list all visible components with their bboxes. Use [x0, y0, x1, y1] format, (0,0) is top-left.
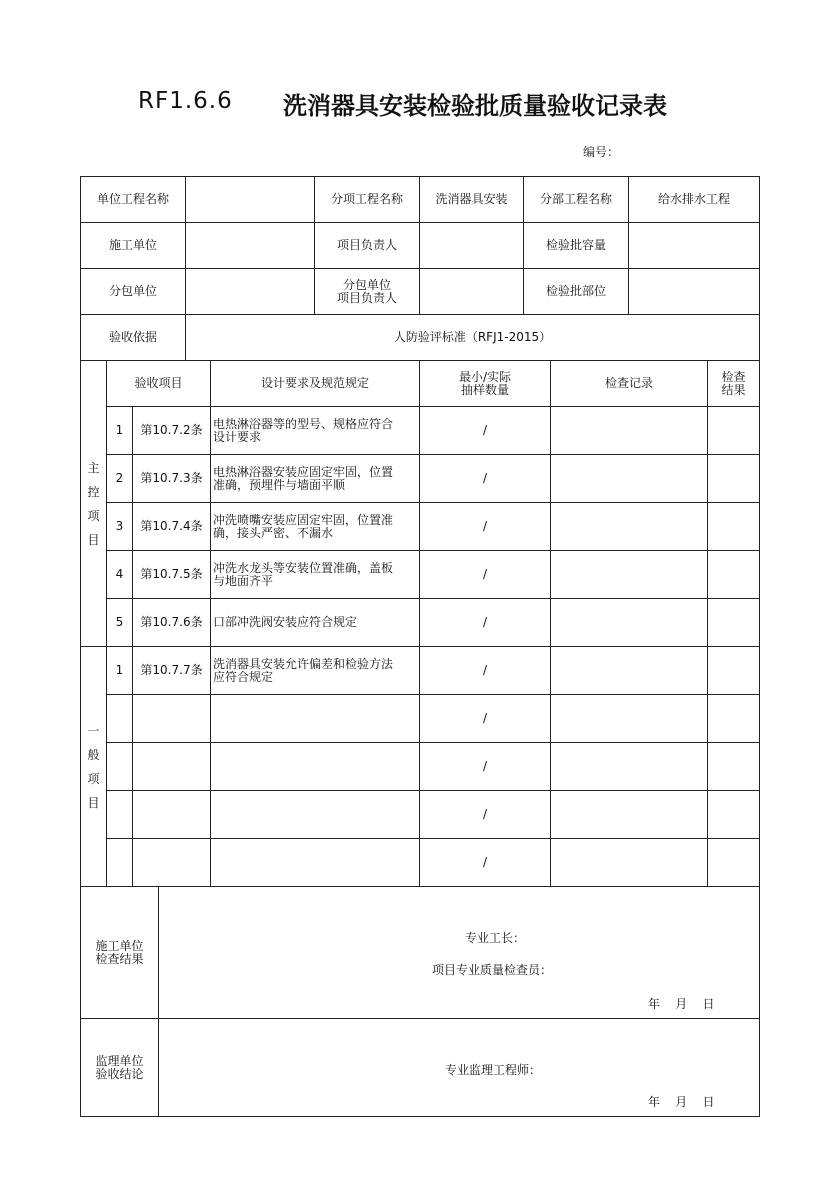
unit-project-label: 单位工程名称: [80, 176, 186, 223]
project-manager-value-field[interactable]: [419, 222, 524, 269]
quality-inspector-signature-label: 项目专业质量检查员：: [432, 963, 553, 977]
sub-manager-value-field[interactable]: [419, 268, 524, 315]
main-items-group-label: 主 控 项 目: [80, 360, 107, 647]
item-number: [106, 742, 133, 791]
item-record-field[interactable]: [550, 694, 708, 743]
item-record-field[interactable]: [550, 502, 708, 551]
item-result-field[interactable]: [707, 406, 760, 455]
item-number: 1: [106, 646, 133, 695]
contractor-label: 施工单位: [80, 222, 186, 269]
batch-location-value-field[interactable]: [628, 268, 760, 315]
item-requirement: 洗消器具安装允许偏差和检验方法 应符合规定: [210, 646, 420, 695]
item-sample-count: /: [419, 646, 551, 695]
item-number: 1: [106, 406, 133, 455]
col-header-requirement: 设计要求及规范规定: [210, 360, 420, 407]
sub-manager-label: 分包单位 项目负责人: [314, 268, 420, 315]
basis-value: 人防验评标准（RFJ1-2015）: [185, 314, 760, 361]
col-header-sample: 最小/实际 抽样数量: [419, 360, 551, 407]
form-code: RF1.6.6: [138, 88, 233, 114]
item-clause: 第10.7.7条: [132, 646, 211, 695]
item-record-field[interactable]: [550, 838, 708, 887]
item-sample-count: /: [419, 742, 551, 791]
item-clause: [132, 694, 211, 743]
item-result-field[interactable]: [707, 742, 760, 791]
col-header-result: 检查 结果: [707, 360, 760, 407]
col-header-record: 检查记录: [550, 360, 708, 407]
item-result-field[interactable]: [707, 550, 760, 599]
form-title: 洗消器具安装检验批质量验收记录表: [283, 92, 667, 120]
item-record-field[interactable]: [550, 454, 708, 503]
item-clause: [132, 742, 211, 791]
item-sample-count: /: [419, 790, 551, 839]
general-items-group-label: 一 般 项 目: [80, 646, 107, 887]
contractor-date-label: 年 月 日: [648, 997, 715, 1011]
item-sample-count: /: [419, 598, 551, 647]
sub-item-label: 分项工程名称: [314, 176, 420, 223]
supervisor-date-label: 年 月 日: [648, 1095, 715, 1109]
item-clause: 第10.7.3条: [132, 454, 211, 503]
item-number: 4: [106, 550, 133, 599]
item-number: [106, 838, 133, 887]
item-result-field[interactable]: [707, 646, 760, 695]
batch-capacity-label: 检验批容量: [523, 222, 629, 269]
item-result-field[interactable]: [707, 838, 760, 887]
item-result-field[interactable]: [707, 694, 760, 743]
foreman-signature-label: 专业工长：: [465, 931, 526, 945]
item-sample-count: /: [419, 406, 551, 455]
item-clause: 第10.7.2条: [132, 406, 211, 455]
item-sample-count: /: [419, 502, 551, 551]
item-sample-count: /: [419, 550, 551, 599]
basis-label: 验收依据: [80, 314, 186, 361]
item-requirement: 冲洗喷嘴安装应固定牢固，位置准 确，接头严密、不漏水: [210, 502, 420, 551]
item-record-field[interactable]: [550, 790, 708, 839]
item-result-field[interactable]: [707, 454, 760, 503]
item-requirement: [210, 838, 420, 887]
division-label: 分部工程名称: [523, 176, 629, 223]
unit-project-value-field[interactable]: [185, 176, 315, 223]
batch-capacity-value-field[interactable]: [628, 222, 760, 269]
supervisor-check-label: 监理单位 验收结论: [80, 1018, 159, 1117]
item-result-field[interactable]: [707, 790, 760, 839]
division-value-field[interactable]: 给水排水工程: [628, 176, 760, 223]
item-record-field[interactable]: [550, 406, 708, 455]
item-record-field[interactable]: [550, 742, 708, 791]
item-result-field[interactable]: [707, 502, 760, 551]
sub-item-value-field[interactable]: 洗消器具安装: [419, 176, 524, 223]
contractor-check-label: 施工单位 检查结果: [80, 886, 159, 1019]
item-record-field[interactable]: [550, 598, 708, 647]
item-record-field[interactable]: [550, 550, 708, 599]
item-clause: [132, 790, 211, 839]
item-requirement: [210, 694, 420, 743]
item-sample-count: /: [419, 694, 551, 743]
item-requirement: 口部冲洗阀安装应符合规定: [210, 598, 420, 647]
item-number: [106, 790, 133, 839]
subcontractor-label: 分包单位: [80, 268, 186, 315]
contractor-value-field[interactable]: [185, 222, 315, 269]
subcontractor-value-field[interactable]: [185, 268, 315, 315]
item-requirement: 电热淋浴器安装应固定牢固，位置 准确，预埋件与墙面平顺: [210, 454, 420, 503]
item-number: [106, 694, 133, 743]
item-requirement: [210, 790, 420, 839]
batch-location-label: 检验批部位: [523, 268, 629, 315]
col-header-item: 验收项目: [106, 360, 211, 407]
item-requirement: 电热淋浴器等的型号、规格应符合 设计要求: [210, 406, 420, 455]
item-clause: 第10.7.6条: [132, 598, 211, 647]
item-number: 5: [106, 598, 133, 647]
item-record-field[interactable]: [550, 646, 708, 695]
item-requirement: [210, 742, 420, 791]
item-sample-count: /: [419, 454, 551, 503]
item-result-field[interactable]: [707, 598, 760, 647]
item-clause: 第10.7.5条: [132, 550, 211, 599]
supervisor-engineer-signature-label: 专业监理工程师：: [445, 1063, 542, 1077]
item-clause: 第10.7.4条: [132, 502, 211, 551]
item-clause: [132, 838, 211, 887]
item-sample-count: /: [419, 838, 551, 887]
item-requirement: 冲洗水龙头等安装位置准确，盖板 与地面齐平: [210, 550, 420, 599]
project-manager-label: 项目负责人: [314, 222, 420, 269]
serial-number-label: 编号：: [583, 145, 620, 159]
item-number: 3: [106, 502, 133, 551]
item-number: 2: [106, 454, 133, 503]
